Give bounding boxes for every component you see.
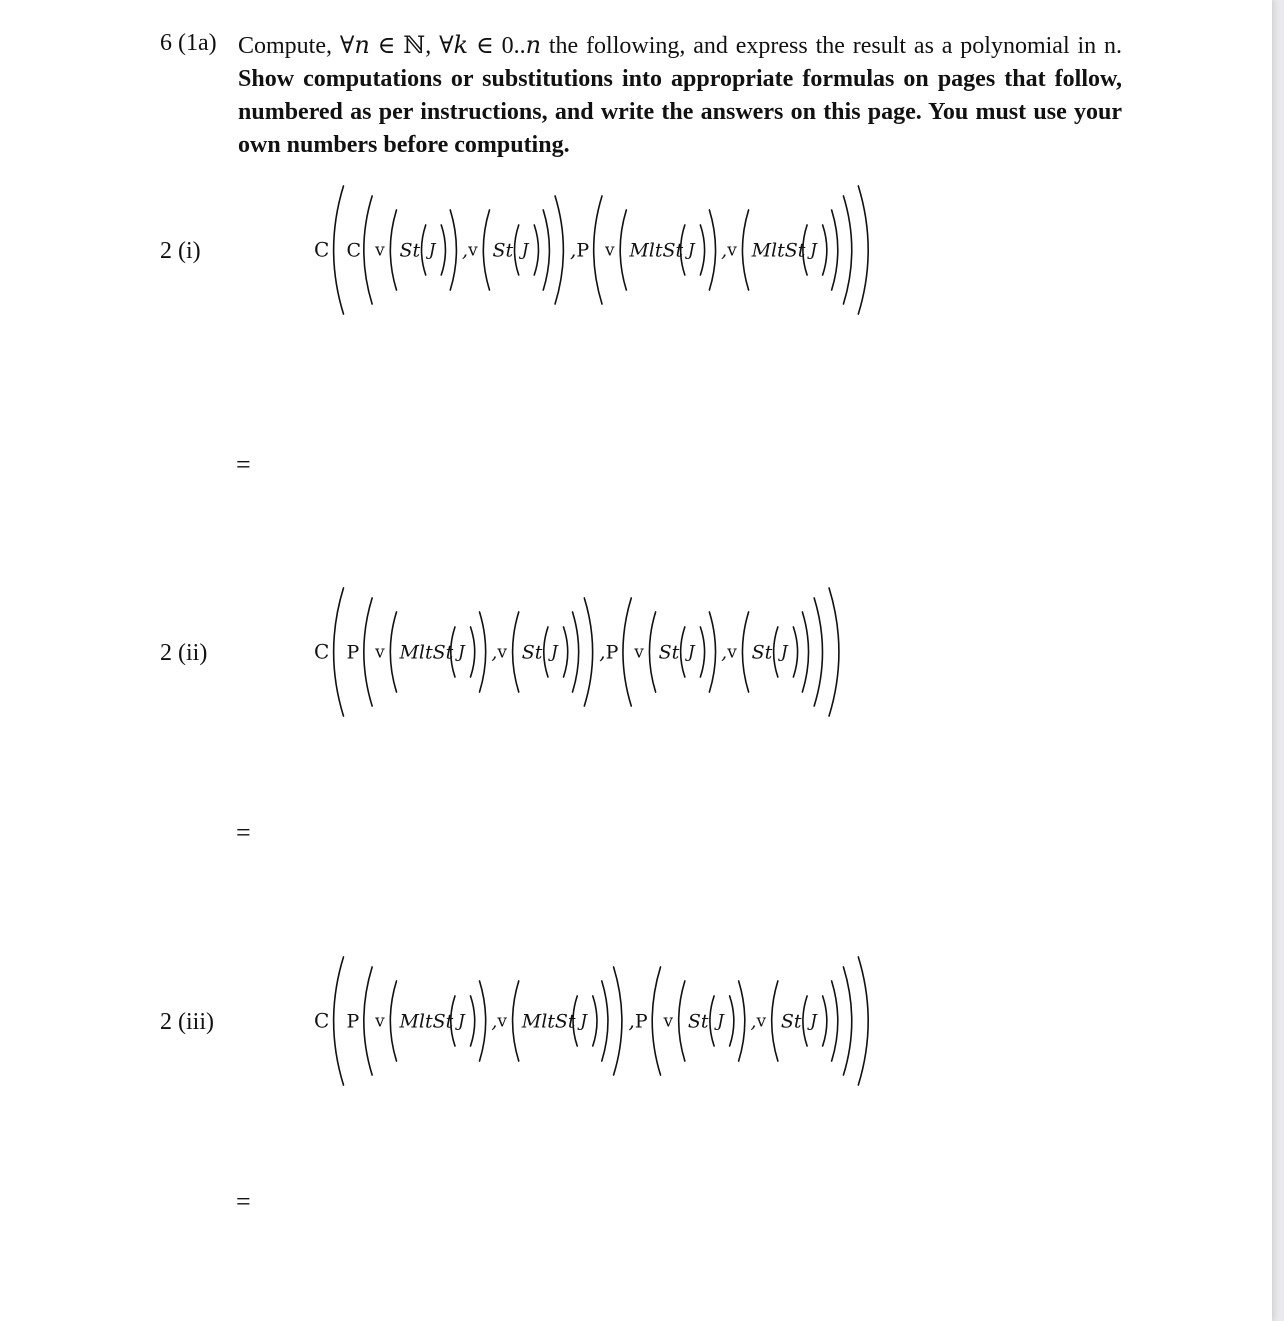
comma: , <box>491 641 498 664</box>
arg-close-paren <box>471 996 475 1046</box>
argument-j: J <box>687 240 695 261</box>
question-intro: Compute, ∀𝑛 ∈ ℕ, ∀𝑘 ∈ 0..𝑛 the following, and express the result as a polynomial in n. <box>238 33 1122 59</box>
term-close-paren <box>543 210 549 290</box>
group-close-paren <box>843 967 851 1075</box>
term-open-paren <box>390 210 396 290</box>
arg-close-paren <box>823 996 827 1046</box>
function-name: MltSt <box>399 641 454 664</box>
variable-v: v <box>468 240 478 261</box>
group-operator: P <box>346 641 360 664</box>
term-open-paren <box>513 612 519 692</box>
variable-v: v <box>375 240 385 261</box>
term-close-paren <box>602 981 608 1061</box>
function-name: MltSt <box>751 239 806 262</box>
argument-j: J <box>457 642 465 663</box>
equals-sign-ii: = <box>236 818 251 847</box>
outer-operator: C <box>314 639 330 664</box>
group-close-paren <box>843 196 851 304</box>
arg-close-paren <box>534 225 538 275</box>
term-close-paren <box>832 981 838 1061</box>
arg-close-paren <box>823 225 827 275</box>
comma: , <box>599 639 606 664</box>
function-name: St <box>780 1010 802 1033</box>
comma: , <box>491 1010 498 1033</box>
arg-open-paren <box>774 627 778 677</box>
part-label-i: 2 (i) <box>160 238 201 264</box>
outer-close-paren <box>829 588 839 716</box>
term-close-paren <box>450 210 456 290</box>
argument-j: J <box>521 240 529 261</box>
group-open-paren <box>364 967 372 1075</box>
expression-part-iii <box>310 951 1110 1091</box>
variable-v: v <box>634 642 644 663</box>
arg-open-paren <box>422 225 426 275</box>
arg-close-paren <box>471 627 475 677</box>
expression-part-ii <box>310 582 1110 722</box>
variable-v: v <box>605 240 615 261</box>
variable-v: v <box>727 240 737 261</box>
term-open-paren <box>390 612 396 692</box>
group-open-paren <box>364 196 372 304</box>
term-close-paren <box>832 210 838 290</box>
outer-operator: C <box>314 237 330 262</box>
group-operator: P <box>346 1010 360 1033</box>
comma: , <box>462 239 469 262</box>
question-instruction: Show computations or substitutions into appropriate formulas on pages that follow, numbered as per instructions, and write the answers on this page. You must use your own numbers before computing. <box>238 66 1122 158</box>
equals-sign-iii: = <box>236 1187 251 1216</box>
arg-close-paren <box>700 225 704 275</box>
term-close-paren <box>709 210 715 290</box>
term-open-paren <box>390 981 396 1061</box>
group-open-paren <box>364 598 372 706</box>
group-operator: P <box>605 641 619 664</box>
term-close-paren <box>802 612 808 692</box>
group-operator: C <box>346 239 362 262</box>
group-close-paren <box>555 196 563 304</box>
arg-close-paren <box>700 627 704 677</box>
arg-open-paren <box>803 996 807 1046</box>
term-close-paren <box>480 981 486 1061</box>
argument-j: J <box>810 240 817 261</box>
group-operator: P <box>576 239 590 262</box>
term-open-paren <box>679 981 685 1061</box>
outer-open-paren <box>334 588 344 716</box>
term-open-paren <box>742 210 748 290</box>
arg-close-paren <box>793 627 797 677</box>
comma: , <box>721 239 728 262</box>
question-text <box>238 30 1122 162</box>
function-name: MltSt <box>629 239 684 262</box>
function-name: St <box>751 641 773 664</box>
arg-open-paren <box>710 996 714 1046</box>
variable-v: v <box>663 1011 674 1032</box>
variable-v: v <box>375 642 385 663</box>
question-number: 6 (1a) <box>160 30 217 56</box>
variable-v: v <box>727 642 737 663</box>
argument-j: J <box>550 642 558 663</box>
argument-j: J <box>687 642 695 663</box>
term-open-paren <box>513 981 519 1061</box>
group-close-paren <box>814 598 822 706</box>
expression-part-i <box>310 180 1110 320</box>
comma: , <box>628 1008 635 1033</box>
term-close-paren <box>709 612 715 692</box>
arg-open-paren <box>515 225 519 275</box>
outer-close-paren <box>858 957 868 1085</box>
function-name: St <box>521 641 543 664</box>
variable-v: v <box>497 642 508 663</box>
term-open-paren <box>649 612 655 692</box>
term-close-paren <box>739 981 745 1061</box>
arg-open-paren <box>544 627 548 677</box>
outer-open-paren <box>334 957 344 1085</box>
term-open-paren <box>620 210 626 290</box>
function-name: St <box>658 641 680 664</box>
part-label-ii: 2 (ii) <box>160 640 208 666</box>
group-close-paren <box>584 598 592 706</box>
group-open-paren <box>652 967 660 1075</box>
comma: , <box>750 1010 757 1033</box>
argument-j: J <box>580 1011 588 1032</box>
argument-j: J <box>780 642 788 663</box>
arg-close-paren <box>441 225 445 275</box>
argument-j: J <box>428 240 436 261</box>
term-close-paren <box>480 612 486 692</box>
argument-j: J <box>457 1011 465 1032</box>
term-open-paren <box>742 612 748 692</box>
group-open-paren <box>594 196 602 304</box>
group-operator: P <box>634 1010 648 1033</box>
function-name: St <box>687 1010 709 1033</box>
group-close-paren <box>614 967 622 1075</box>
equals-sign-i: = <box>236 450 251 479</box>
term-open-paren <box>483 210 489 290</box>
part-label-iii: 2 (iii) <box>160 1009 214 1035</box>
variable-v: v <box>497 1011 508 1032</box>
term-close-paren <box>573 612 579 692</box>
term-open-paren <box>772 981 778 1061</box>
function-name: St <box>492 239 514 262</box>
arg-close-paren <box>593 996 597 1046</box>
comma: , <box>569 237 577 262</box>
function-name: St <box>399 239 421 262</box>
variable-v: v <box>756 1011 767 1032</box>
argument-j: J <box>810 1011 817 1032</box>
arg-open-paren <box>681 627 685 677</box>
argument-j: J <box>717 1011 724 1032</box>
arg-close-paren <box>730 996 734 1046</box>
function-name: MltSt <box>399 1010 454 1033</box>
group-open-paren <box>623 598 631 706</box>
outer-close-paren <box>858 186 868 314</box>
variable-v: v <box>375 1011 385 1032</box>
outer-operator: C <box>314 1008 330 1033</box>
comma: , <box>721 641 728 664</box>
arg-close-paren <box>564 627 568 677</box>
outer-open-paren <box>334 186 344 314</box>
function-name: MltSt <box>521 1010 576 1033</box>
